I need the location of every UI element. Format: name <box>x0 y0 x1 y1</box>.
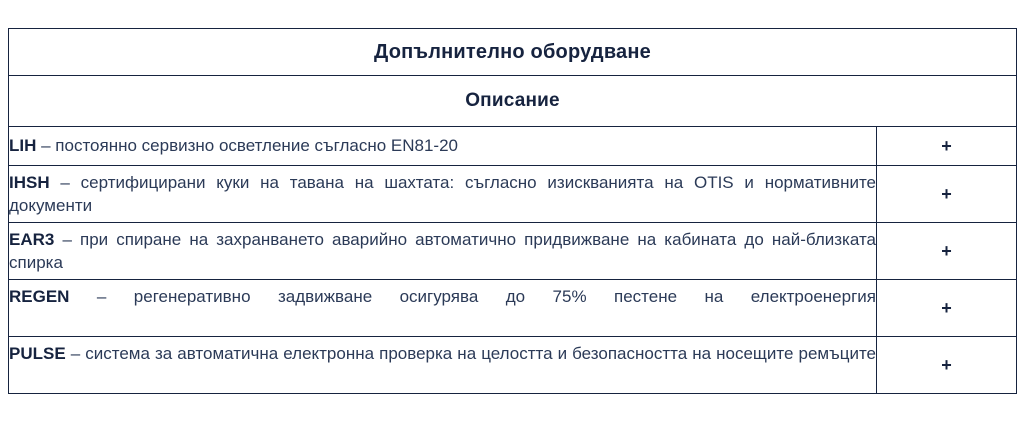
row-description <box>9 223 877 280</box>
table-row <box>9 127 1017 166</box>
feature-text: система за автоматична електронна проверка на целостта и безопасността на носещите ремъците <box>85 343 876 363</box>
row-mark: + <box>877 337 1017 394</box>
feature-text: при спиране на захранването аварийно автоматично придвижване на кабината до най-близката спирка <box>9 229 877 272</box>
feature-code: LIH <box>9 136 37 156</box>
equipment-table-container <box>8 28 1016 394</box>
feature-code: IHSH <box>9 172 50 192</box>
equipment-table <box>8 28 1017 394</box>
feature-dash: – <box>49 172 81 192</box>
feature-text: сертифицирани куки на тавана на шахтата: съгласно изискванията на OTIS и нормативните документи <box>9 172 877 215</box>
row-mark: + <box>877 280 1017 337</box>
row-description <box>9 280 877 337</box>
feature-dash: – <box>69 286 134 306</box>
row-description <box>9 337 877 394</box>
feature-dash: – <box>54 229 81 249</box>
feature-dash: – <box>36 136 56 156</box>
feature-code: PULSE <box>9 343 66 363</box>
table-subtitle: Описание <box>9 76 1017 127</box>
row-mark: + <box>877 166 1017 223</box>
table-row <box>9 280 1017 337</box>
row-description <box>9 127 877 166</box>
table-row <box>9 223 1017 280</box>
feature-text: регенеративно задвижване осигурява до 75% пестене на електроенергия <box>133 286 876 306</box>
row-mark: + <box>877 223 1017 280</box>
table-row <box>9 166 1017 223</box>
row-mark: + <box>877 127 1017 166</box>
table-subtitle-row <box>9 76 1017 127</box>
table-title: Допълнително оборудване <box>9 29 1017 76</box>
feature-code: REGEN <box>9 286 70 306</box>
table-title-row <box>9 29 1017 76</box>
row-description <box>9 166 877 223</box>
feature-code: EAR3 <box>9 229 55 249</box>
feature-dash: – <box>65 343 86 363</box>
table-row <box>9 337 1017 394</box>
feature-text: постоянно сервизно осветление съгласно EN81-20 <box>55 136 458 156</box>
